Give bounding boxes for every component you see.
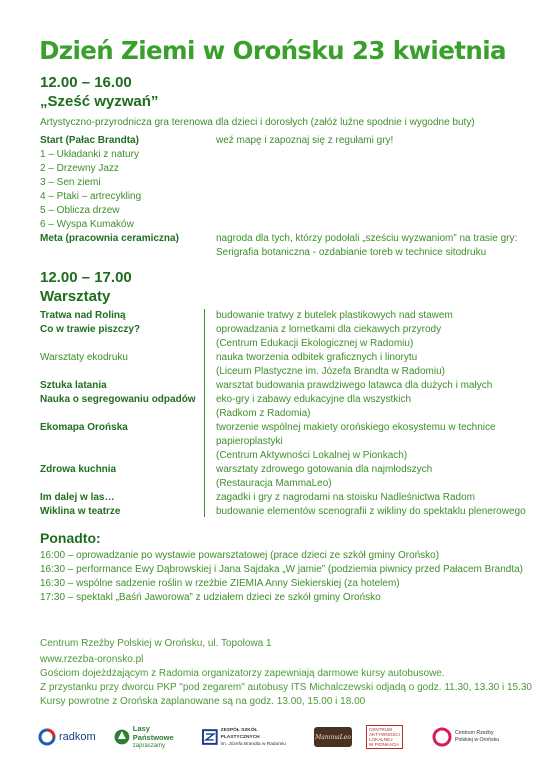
workshop-desc: (Centrum Aktywności Lokalnej w Pionkach) [216, 450, 408, 461]
workshop-desc: (Centrum Edukacji Ekologicznej w Radomiu) [216, 338, 414, 349]
section1-name: „Sześć wyzwań” [40, 93, 159, 110]
step-item: 3 – Sen ziemi [40, 177, 101, 188]
start-text: weź mapę i zapoznaj się z regułami gry! [216, 135, 394, 146]
workshop-desc: papieroplastyki [216, 436, 283, 447]
workshop-desc: (Liceum Plastyczne im. Józefa Brandta w Radomiu) [216, 366, 445, 377]
workshop-desc: zagadki i gry z nagrodami na stoisku Nadleśnictwa Radom [216, 492, 476, 503]
workshop-desc: (Restauracja MammaLeo) [216, 478, 332, 489]
step-item: 4 – Ptaki – artrecykling [40, 191, 142, 202]
mammaleo-logo [314, 722, 354, 752]
crp-logo [432, 722, 522, 752]
lasy-subtext: zapraszamy [132, 742, 166, 749]
section3-heading: Ponadto: [40, 530, 101, 546]
section1-time: 12.00 – 16.00 [40, 74, 132, 91]
meta-text-1: nagroda dla tych, którzy podołali „sześciu wyzwaniom” na trasie gry: [216, 233, 518, 244]
section2-time: 12.00 – 17.00 [40, 269, 132, 286]
mammaleo-text: MammaLeo [314, 727, 352, 747]
event-item: 16:00 – oprowadzanie po wystawie powarsztatowej (prace dzieci ze szkół gminy Orońsko) [40, 550, 440, 561]
workshop-name: Tratwa nad Roliną [40, 310, 126, 321]
footer-bus-3: Kursy powrotne z Orońska zaplanowane są na godz. 13.00, 15.00 i 18.00 [40, 696, 366, 707]
workshop-name: Nauka o segregowaniu odpadów [40, 394, 196, 405]
crp-icon [432, 727, 452, 747]
lasy-text: Lasy Państwowe [132, 723, 174, 742]
workshop-desc: (Radkom z Radomia) [216, 408, 311, 419]
crp-text-1: Centrum Rzeźby [455, 730, 494, 736]
cal-logo [366, 722, 416, 752]
step-item: 6 – Wyspa Kumaków [40, 219, 134, 230]
footer-address: Centrum Rzeźby Polskiej w Orońsku, ul. Topolowa 1 [40, 638, 272, 649]
cal-text-2: AKTYWNOŚCI [369, 732, 400, 737]
event-item: 17:30 – spektakl „Baśń Jaworowa” z udziałem dzieci ze szkół gminy Orońsko [40, 592, 381, 603]
zsp-icon [202, 729, 218, 745]
step-item: 2 – Drzewny Jazz [40, 163, 119, 174]
radkom-icon [38, 728, 56, 746]
start-label: Start (Pałac Brandta) [40, 135, 139, 146]
workshop-desc: budowanie tratwy z butelek plastikowych nad stawem [216, 310, 453, 321]
crp-text-2: Polskiej w Orońsku [455, 737, 500, 743]
workshop-desc: oprowadzania z lornetkami dla ciekawych przyrody [216, 324, 442, 335]
cal-text-4: W PIONKACH [369, 742, 399, 747]
workshop-divider [204, 309, 205, 517]
page-title: Dzień Ziemi w Orońsku 23 kwietnia [39, 36, 506, 65]
zsp-logo [202, 722, 296, 752]
event-item: 16:30 – performance Ewy Dąbrowskiej i Jana Sajdaka „W jamie” (podziemia piwnicy przed Pałacem Brandta) [40, 564, 523, 575]
step-item: 1 – Układanki z natury [40, 149, 139, 160]
meta-label: Meta (pracownia ceramiczna) [40, 233, 179, 244]
zsp-text: ZESPÓŁ SZKÓŁ PLASTYCZNYCH [220, 727, 260, 740]
zsp-subtext: im. Józefa Brandta w Radomiu [220, 741, 286, 747]
workshop-name: Warsztaty ekodruku [40, 352, 128, 363]
workshop-desc: eko-gry i zabawy edukacyjne dla wszystkich [216, 394, 412, 405]
lasy-logo [114, 722, 192, 752]
footer-bus-2: Z przystanku przy dworcu PKP "pod zegarem" autobusy ITS Michalczewski odjadą o godz. 11.30, 13.30 i 15.30 [40, 682, 532, 693]
tree-icon [114, 728, 130, 746]
workshop-desc: warsztat budowania prawdziwego latawca dla dużych i małych [216, 380, 493, 391]
workshop-name: Wiklina w teatrze [40, 506, 121, 517]
workshop-desc: budowanie elementów scenografii z wikliny do spektaklu plenerowego [216, 506, 526, 517]
workshop-name: Zdrowa kuchnia [40, 464, 117, 475]
radkom-logo [38, 722, 108, 752]
workshop-desc: nauka tworzenia odbitek graficznych i linorytu [216, 352, 418, 363]
cal-text-1: CENTRUM [369, 727, 392, 732]
sponsor-logos [30, 722, 525, 754]
section2-name: Warsztaty [40, 288, 111, 305]
footer-bus-1: Gościom dojeżdżającym z Radomia organizatorzy zapewniają darmowe kursy autobusowe. [40, 668, 445, 679]
workshop-name: Ekomapa Orońska [40, 422, 128, 433]
footer-url[interactable]: www.rzezba-oronsko.pl [40, 654, 144, 665]
workshop-desc: warsztaty zdrowego gotowania dla najmłodszych [216, 464, 433, 475]
workshop-desc: tworzenie wspólnej makiety orońskiego ekosystemu w technice [216, 422, 496, 433]
radkom-text: radkom [59, 731, 96, 743]
workshop-name: Co w trawie piszczy? [40, 324, 141, 335]
event-item: 16:30 – wspólne sadzenie roślin w rzeźbie ZIEMIA Anny Siekierskiej (za hotelem) [40, 578, 400, 589]
step-item: 5 – Oblicza drzew [40, 205, 120, 216]
workshop-name: Im dalej w las… [40, 492, 115, 503]
workshop-name: Sztuka latania [40, 380, 107, 391]
section1-desc: Artystyczno-przyrodnicza gra terenowa dla dzieci i dorosłych (załóż luźne spodnie i wygodne buty) [40, 117, 475, 128]
meta-text-2: Serigrafia botaniczna - ozdabianie toreb w technice sitodruku [216, 247, 487, 258]
cal-text-3: LOKALNEJ [369, 737, 393, 742]
